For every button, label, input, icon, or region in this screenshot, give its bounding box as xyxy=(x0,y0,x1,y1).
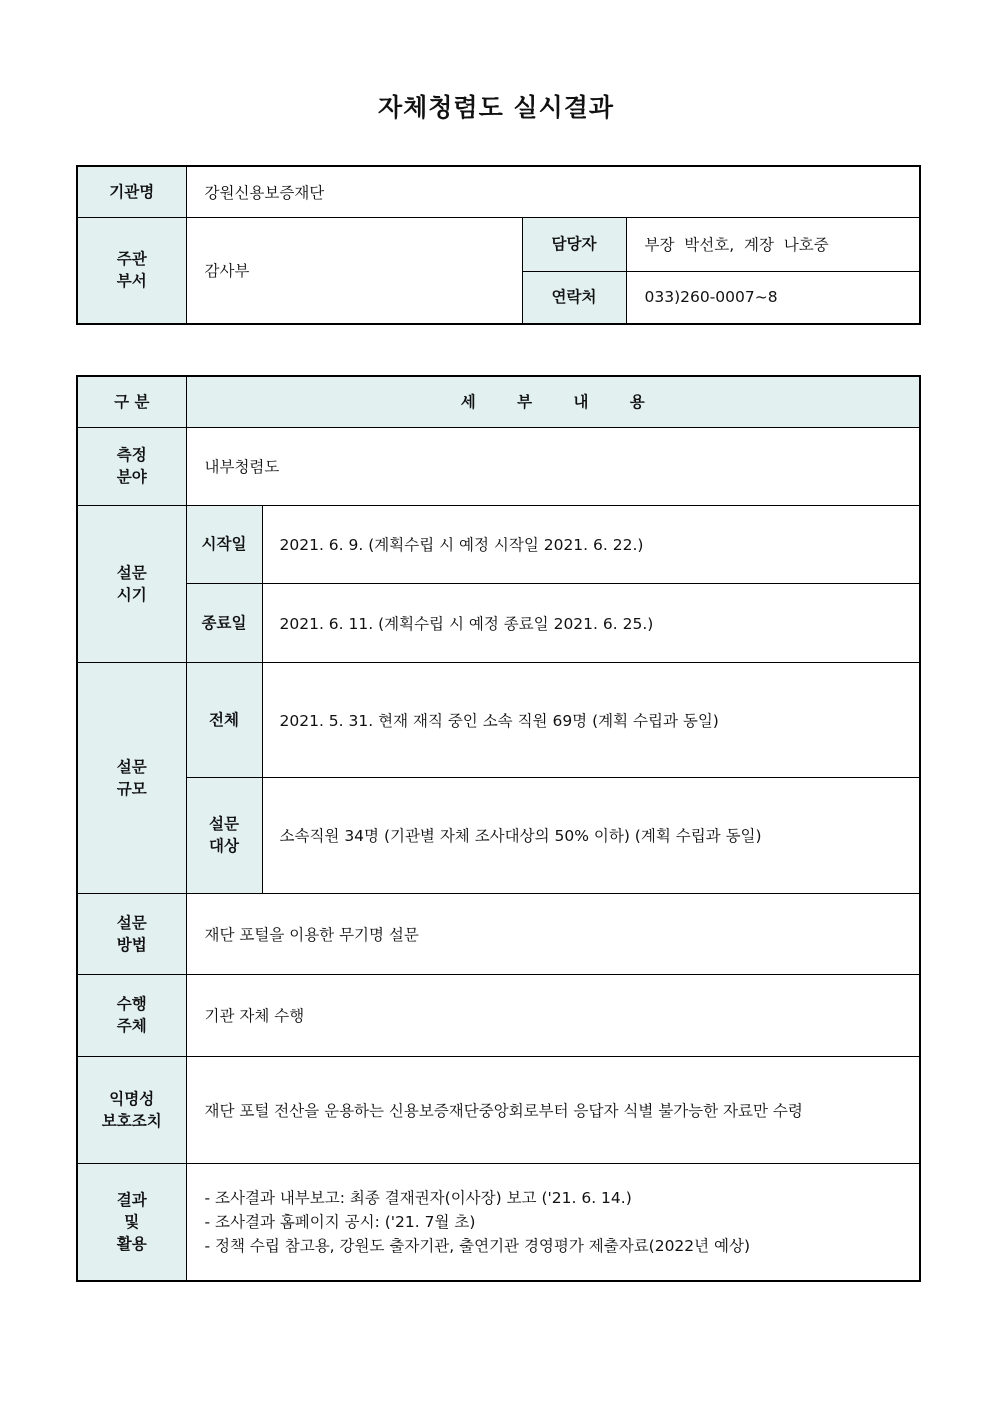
content-header: 세 부 내 용 xyxy=(186,376,920,427)
org-value: 강원신용보증재단 xyxy=(186,166,920,217)
survey-details-table xyxy=(76,375,921,1282)
dept-label-line1: 주관 xyxy=(116,250,147,269)
period-label xyxy=(77,505,186,662)
category-header: 구 분 xyxy=(77,376,186,427)
result-label-line1: 결과 xyxy=(116,1190,147,1209)
phone-label: 연락처 xyxy=(522,271,626,324)
field-label-line1: 측정 xyxy=(116,446,147,464)
dept-value: 감사부 xyxy=(186,217,522,324)
scale-label-line1: 설문 xyxy=(116,757,147,776)
end-date-value: 2021. 6. 11. (계획수립 시 예정 종료일 2021. 6. 25.) xyxy=(262,583,920,662)
start-date-value: 2021. 6. 9. (계획수립 시 예정 시작일 2021. 6. 22.) xyxy=(262,505,920,583)
executor-label xyxy=(77,974,186,1056)
contact-person-label: 담당자 xyxy=(522,217,626,271)
method-label xyxy=(77,893,186,974)
total-label: 전체 xyxy=(186,662,262,777)
document-title: 자체청렴도 실시결과 xyxy=(377,93,615,122)
result-label xyxy=(77,1163,186,1281)
result-item: - 조사결과 내부보고: 최종 결재권자(이사장) 보고 ('21. 6. 14.) xyxy=(204,1188,632,1207)
method-label-line2: 방법 xyxy=(116,935,147,954)
anonymity-label-line1: 익명성 xyxy=(109,1089,155,1108)
result-label-line3: 활용 xyxy=(116,1234,147,1253)
anonymity-value: 재단 포털 전산을 운용하는 신용보증재단중앙회로부터 응답자 식별 불가능한 자료만 수령 xyxy=(186,1056,920,1163)
result-label-line2: 및 xyxy=(124,1212,140,1231)
dept-label-line2: 부서 xyxy=(116,272,147,291)
executor-value: 기관 자체 수행 xyxy=(186,974,920,1056)
contact-person-value: 부장 박선호, 계장 나호중 xyxy=(626,217,920,271)
result-value xyxy=(186,1163,920,1281)
field-label xyxy=(77,427,186,505)
target-value: 소속직원 34명 (기관별 자체 조사대상의 50% 이하) (계획 수립과 동일) xyxy=(262,777,920,893)
period-label-line2: 시기 xyxy=(116,585,147,604)
dept-label xyxy=(77,217,186,324)
executor-label-line2: 주체 xyxy=(116,1017,147,1035)
start-date-label: 시작일 xyxy=(186,505,262,583)
institution-info-table xyxy=(76,165,921,325)
scale-label xyxy=(77,662,186,893)
period-label-line1: 설문 xyxy=(116,563,147,582)
phone-value: 033)260-0007~8 xyxy=(626,271,920,324)
result-item: - 조사결과 홈페이지 공시: ('21. 7월 초) xyxy=(204,1212,476,1231)
scale-label-line2: 규모 xyxy=(116,779,147,798)
anonymity-label xyxy=(77,1056,186,1163)
field-label-line2: 분야 xyxy=(116,468,147,486)
method-label-line1: 설문 xyxy=(116,913,147,932)
executor-label-line1: 수행 xyxy=(116,995,147,1013)
org-label: 기관명 xyxy=(77,166,186,217)
target-label-line2: 대상 xyxy=(209,837,239,855)
method-value: 재단 포털을 이용한 무기명 설문 xyxy=(186,893,920,974)
field-value: 내부청렴도 xyxy=(186,427,920,505)
end-date-label: 종료일 xyxy=(186,583,262,662)
anonymity-label-line2: 보호조치 xyxy=(101,1111,162,1130)
target-label xyxy=(186,777,262,893)
total-value: 2021. 5. 31. 현재 재직 중인 소속 직원 69명 (계획 수립과 동일) xyxy=(262,662,920,777)
result-item: - 정책 수립 참고용, 강원도 출자기관, 출연기관 경영평가 제출자료(2022년 예상) xyxy=(204,1236,751,1255)
target-label-line1: 설문 xyxy=(209,815,239,833)
